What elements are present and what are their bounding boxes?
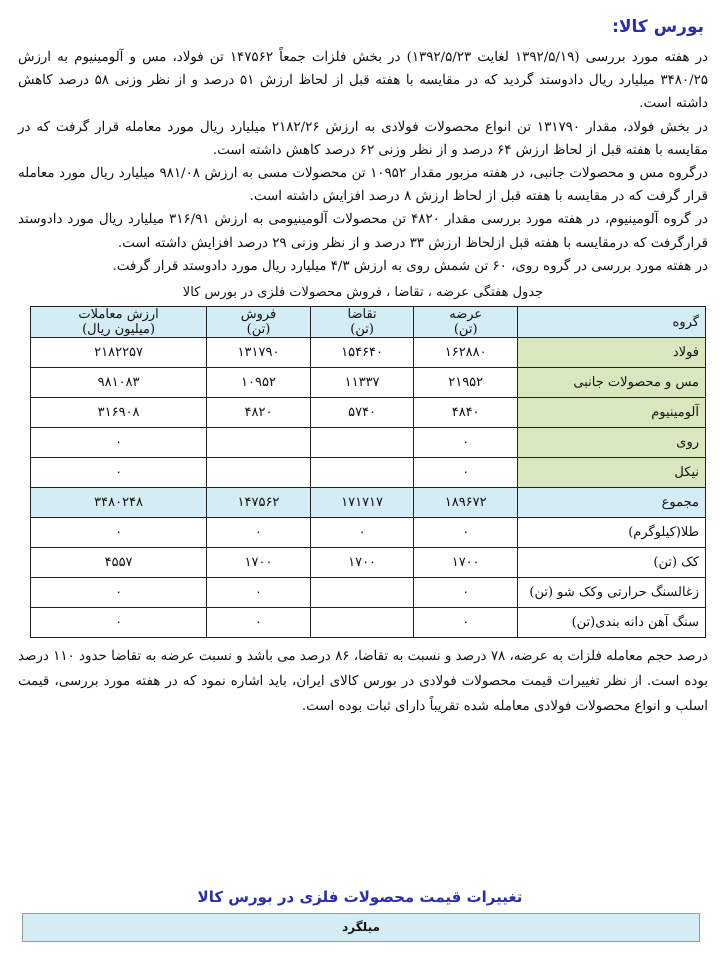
row-group-label: روی — [518, 428, 706, 458]
cell-supply: ۱۶۲۸۸۰ — [414, 338, 518, 368]
subsection-title: تغییرات قیمت محصولات فلزی در بورس کالا — [197, 888, 523, 906]
header-supply-label: عرضه — [449, 307, 483, 323]
header-demand-unit: (تن) — [350, 322, 374, 338]
cell-value: ۰ — [31, 608, 207, 638]
cell-demand: ۱۱۳۳۷ — [310, 368, 414, 398]
table-caption: جدول هفتگی عرضه ، تقاضا ، فروش محصولات فلزی در بورس کالا — [182, 285, 544, 301]
row-group-label: مجموع — [518, 488, 706, 518]
cell-sales: ۴۸۲۰ — [207, 398, 311, 428]
document-page — [18, 12, 708, 719]
table-row — [31, 368, 706, 398]
paragraph-steel: در بخش فولاد، مقدار ۱۳۱۷۹۰ تن انواع محصولات فولادی به ارزش ۲۱۸۲/۲۶ میلیارد ریال مورد معامله قرار گرفت که در مقایسه با هفته قبل از لحاظ ارزش ۶۴ درصد و از نظر وزنی ۶۲ درصد کاهش داشته است. — [18, 119, 708, 158]
cell-demand: ۰ — [310, 518, 414, 548]
cell-supply: ۰ — [414, 518, 518, 548]
cell-sales: ۱۷۰۰ — [207, 548, 311, 578]
header-sales-label: فروش — [240, 307, 277, 323]
paragraph-metals-summary: در هفته مورد بررسی (۱۳۹۲/۵/۱۹ لغایت ۱۳۹۲/۵/۲۳) در بخش فلزات جمعاً ۱۴۷۵۶۲ تن فولاد، مس و آلومینیوم به ارزش ۳۴۸۰/۲۵ میلیارد ریال دادوستد گردید که در مقایسه با هفته قبل از لحاظ ارزش ۵۱ درصد و از نظر وزنی ۵۸ درصد کاهش داشته است. — [18, 50, 709, 112]
table-header-row — [31, 307, 706, 338]
cell-sales: ۰ — [207, 608, 311, 638]
cell-sales: ۱۳۱۷۹۰ — [207, 338, 311, 368]
header-supply-unit: (تن) — [453, 322, 478, 338]
cell-value: ۹۸۱۰۸۳ — [31, 368, 207, 398]
row-group-label: سنگ آهن دانه بندی(تن) — [518, 608, 706, 638]
table-row — [31, 428, 706, 458]
section-title: بورس کالا: — [612, 17, 704, 37]
cell-supply: ۰ — [414, 428, 518, 458]
cell-demand — [310, 428, 414, 458]
cell-demand: ۱۷۱۷۱۷ — [310, 488, 414, 518]
row-group-label: زغالسنگ حرارتی وکک شو (تن) — [518, 578, 706, 608]
header-group: گروه — [518, 307, 706, 338]
row-group-label: طلا(کیلوگرم) — [518, 518, 706, 548]
subsection-bar-rebar: میلگرد — [22, 913, 700, 942]
row-group-label: مس و محصولات جانبی — [518, 368, 706, 398]
table-row — [31, 608, 706, 638]
cell-value: ۰ — [31, 458, 207, 488]
header-value — [31, 307, 207, 338]
header-value-unit: (میلیون ریال) — [82, 322, 156, 338]
table-row — [31, 338, 706, 368]
cell-sales: ۱۰۹۵۲ — [207, 368, 311, 398]
cell-value: ۳۴۸۰۲۴۸ — [31, 488, 207, 518]
cell-supply: ۱۸۹۶۷۲ — [414, 488, 518, 518]
cell-sales: ۰ — [207, 578, 311, 608]
table-body — [31, 338, 706, 638]
row-group-label: فولاد — [518, 338, 706, 368]
header-sales-unit: (تن) — [246, 322, 271, 338]
cell-value: ۰ — [31, 578, 207, 608]
cell-supply: ۴۸۴۰ — [414, 398, 518, 428]
cell-value: ۰ — [31, 518, 207, 548]
cell-value: ۰ — [31, 428, 207, 458]
table-row — [31, 488, 706, 518]
cell-sales — [207, 428, 311, 458]
cell-sales: ۰ — [207, 518, 311, 548]
cell-sales — [207, 458, 311, 488]
cell-demand: ۱۵۴۶۴۰ — [310, 338, 414, 368]
table-row — [31, 458, 706, 488]
cell-supply: ۰ — [414, 458, 518, 488]
cell-value: ۲۱۸۲۲۵۷ — [31, 338, 207, 368]
cell-supply: ۲۱۹۵۲ — [414, 368, 518, 398]
header-demand — [310, 307, 414, 338]
table-row — [31, 398, 706, 428]
cell-demand — [310, 608, 414, 638]
cell-supply: ۱۷۰۰ — [414, 548, 518, 578]
paragraph-zinc: در هفته مورد بررسی در گروه روی، ۶۰ تن شمش روی به ارزش ۴/۳ میلیارد ریال مورد دادوستد قرار گرفت. — [112, 258, 708, 274]
header-sales — [207, 307, 311, 338]
paragraph-ratios: درصد حجم معامله فلزات به عرضه، ۷۸ درصد و نسبت به تقاضا، ۸۶ درصد می باشد و نسبت عرضه به تقاضا حدود ۱۱۰ درصد بوده است. از نظر تغییرات قیمت محصولات فولادی در بورس کالای ایران، باید اشاره نمود که در هفته مورد بررسی، قیمت اسلب و انواع محصولات فولادی معامله شده تقریباً دارای ثبات بوده است. — [18, 649, 708, 715]
cell-sales: ۱۴۷۵۶۲ — [207, 488, 311, 518]
cell-demand: ۵۷۴۰ — [310, 398, 414, 428]
header-supply — [414, 307, 518, 338]
cell-demand: ۱۷۰۰ — [310, 548, 414, 578]
header-value-label: ارزش معاملات — [78, 307, 159, 323]
table-row — [31, 578, 706, 608]
paragraph-aluminium: در گروه آلومینیوم، در هفته مورد بررسی مقدار ۴۸۲۰ تن محصولات آلومینیومی به ارزش ۳۱۶/۹۱ میلیارد ریال مورد دادوستد قرارگرفت که درمقایسه با هفته قبل ازلحاظ ارزش ۳۳ درصد و از نظر وزنی ۲۹ درصد افزایش داشته است. — [18, 212, 708, 251]
cell-supply: ۰ — [414, 608, 518, 638]
header-demand-label: تقاضا — [347, 307, 377, 323]
metals-table — [30, 306, 706, 638]
row-group-label: آلومینیوم — [518, 398, 706, 428]
row-group-label: نیکل — [518, 458, 706, 488]
paragraph-copper: درگروه مس و محصولات جانبی، در هفته مزبور مقدار ۱۰۹۵۲ تن محصولات مسی به ارزش ۹۸۱/۰۸ میلیارد ریال مورد معامله قرار گرفت که در مقایسه با هفته قبل از لحاظ ارزش ۸ درصد افزایش داشته است. — [18, 166, 709, 205]
cell-value: ۴۵۵۷ — [31, 548, 207, 578]
table-row — [31, 548, 706, 578]
cell-demand — [310, 578, 414, 608]
cell-value: ۳۱۶۹۰۸ — [31, 398, 207, 428]
cell-demand — [310, 458, 414, 488]
cell-supply: ۰ — [414, 578, 518, 608]
table-row — [31, 518, 706, 548]
row-group-label: کک (تن) — [518, 548, 706, 578]
